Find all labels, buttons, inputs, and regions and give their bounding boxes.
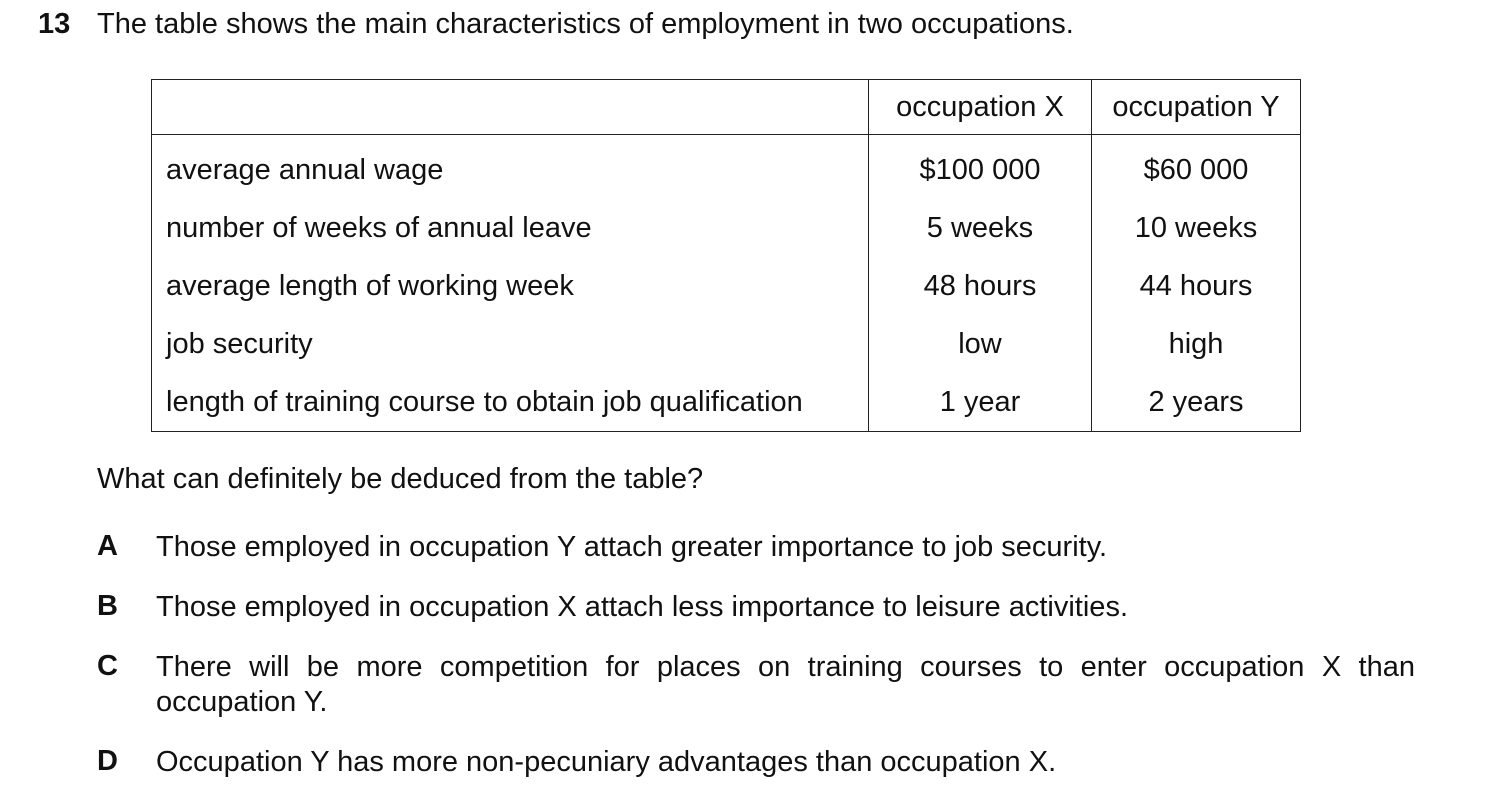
question-prompt: What can definitely be deduced from the table? xyxy=(97,463,704,495)
occupation-y-value: 10 weeks xyxy=(1092,199,1301,257)
occupation-x-value: $100 000 xyxy=(869,135,1092,200)
option-b-letter[interactable]: B xyxy=(97,590,118,622)
row-label: job security xyxy=(152,315,869,373)
option-d-letter[interactable]: D xyxy=(97,745,118,777)
occupation-y-value: 44 hours xyxy=(1092,257,1301,315)
table-row xyxy=(152,135,1301,200)
row-label: length of training course to obtain job qualification xyxy=(152,373,869,432)
option-c-letter[interactable]: C xyxy=(97,650,118,682)
occupation-x-value: 1 year xyxy=(869,373,1092,432)
table-row xyxy=(152,199,1301,257)
occupation-y-value: high xyxy=(1092,315,1301,373)
occupation-y-value: $60 000 xyxy=(1092,135,1301,200)
occupation-x-value: 48 hours xyxy=(869,257,1092,315)
occupation-x-value: 5 weeks xyxy=(869,199,1092,257)
row-label: number of weeks of annual leave xyxy=(152,199,869,257)
option-a-letter[interactable]: A xyxy=(97,530,118,562)
row-label: average length of working week xyxy=(152,257,869,315)
row-label: average annual wage xyxy=(152,135,869,200)
question-number: 13 xyxy=(38,8,71,40)
option-c-text[interactable]: There will be more competition for places on training courses to enter occupation X than occupation Y. xyxy=(156,651,1415,718)
header-occupation-x: occupation X xyxy=(869,80,1092,135)
option-a-text[interactable]: Those employed in occupation Y attach greater importance to job security. xyxy=(156,531,1108,563)
table-row xyxy=(152,315,1301,373)
option-b-text[interactable]: Those employed in occupation X attach less importance to leisure activities. xyxy=(156,591,1128,623)
header-blank-cell xyxy=(152,80,869,135)
question-stem: The table shows the main characteristics of employment in two occupations. xyxy=(97,8,1074,40)
occupation-x-value: low xyxy=(869,315,1092,373)
option-d-text[interactable]: Occupation Y has more non-pecuniary advantages than occupation X. xyxy=(156,746,1057,778)
table-header-row xyxy=(152,80,1301,135)
table-row xyxy=(152,257,1301,315)
occupation-y-value: 2 years xyxy=(1092,373,1301,432)
characteristics-table xyxy=(151,79,1301,432)
table-row xyxy=(152,373,1301,432)
header-occupation-y: occupation Y xyxy=(1092,80,1301,135)
